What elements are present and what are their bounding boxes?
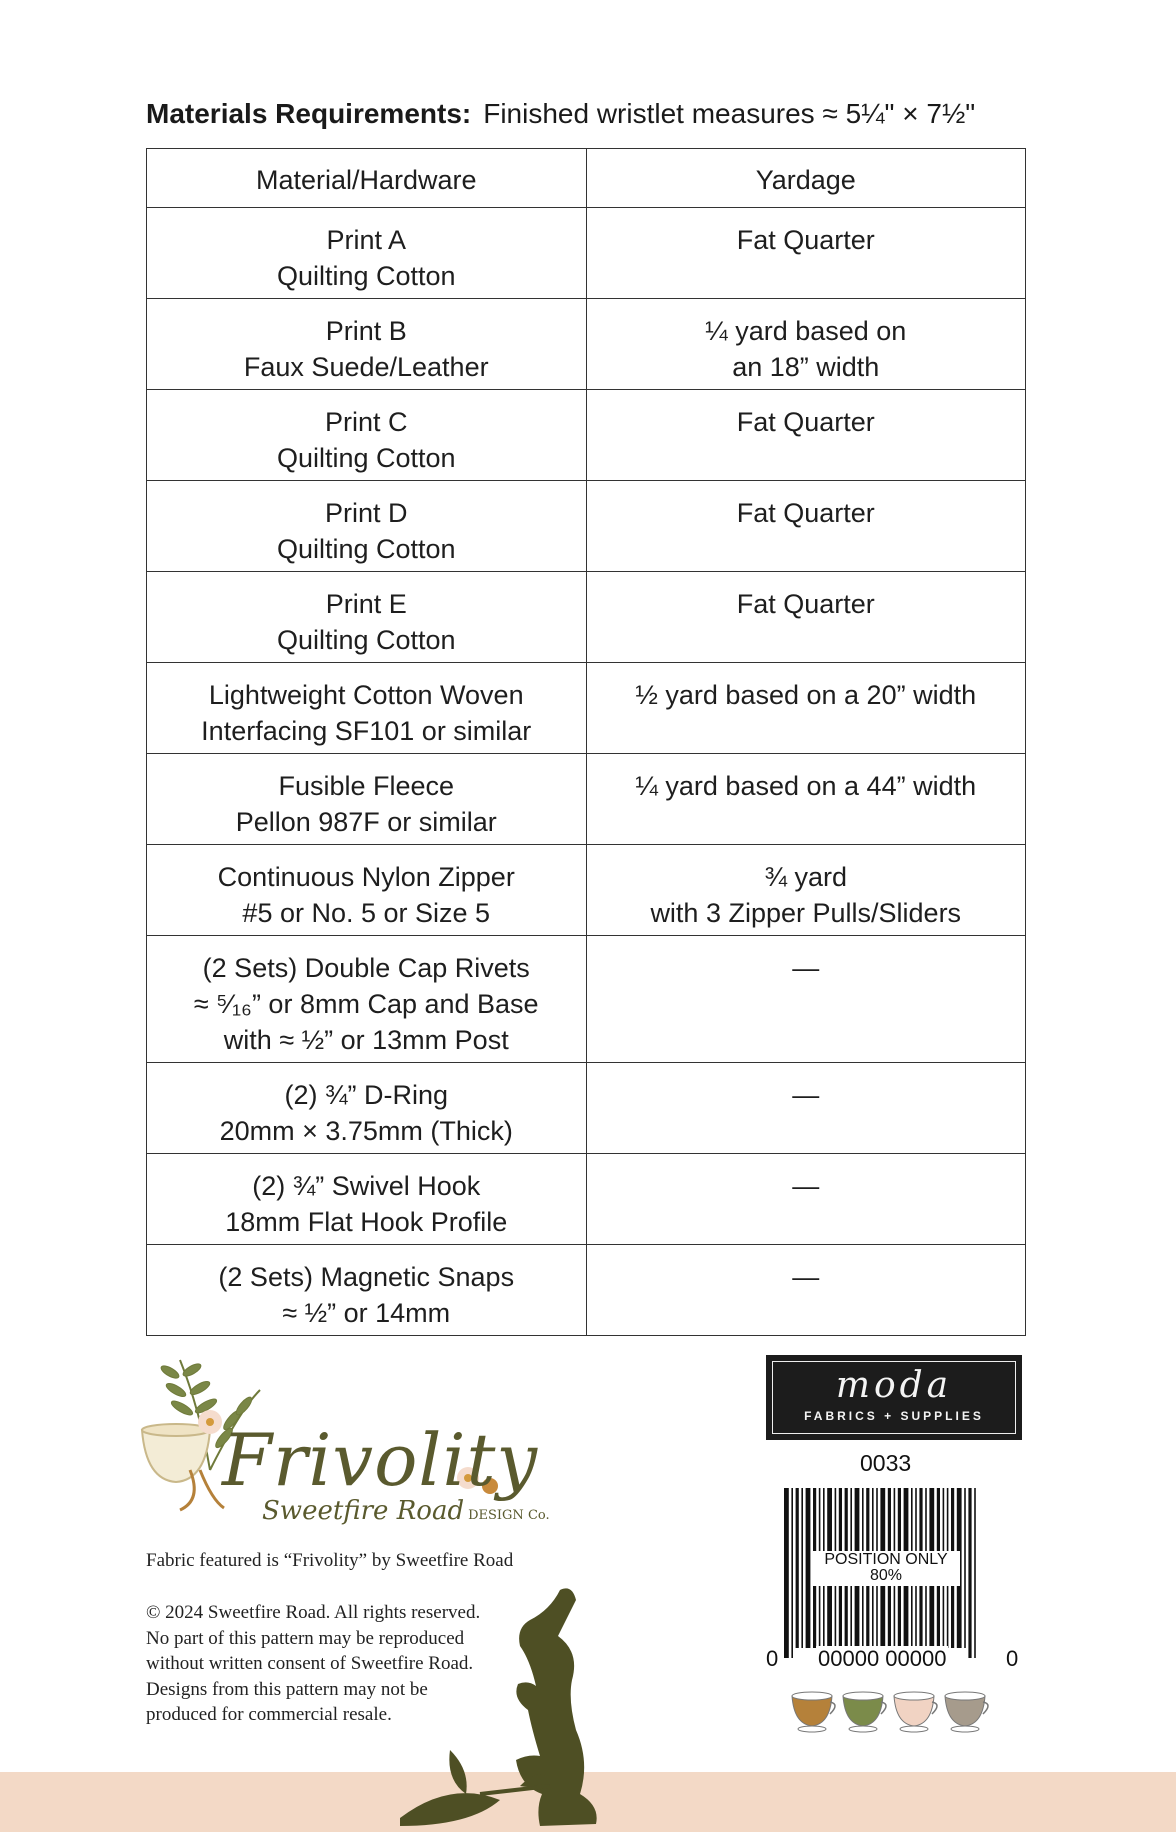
yardage-cell	[586, 1245, 1026, 1336]
yardage-line: ½ yard based on a 20” width	[635, 680, 977, 710]
table-row	[147, 1245, 1026, 1336]
yardage-line: ¾ yard	[764, 862, 848, 892]
yardage-cell	[586, 663, 1026, 754]
material-line: 18mm Flat Hook Profile	[225, 1207, 508, 1237]
material-line: Quilting Cotton	[276, 625, 456, 655]
yardage-cell	[586, 390, 1026, 481]
table-row	[147, 936, 1026, 1063]
material-line: Fusible Fleece	[278, 771, 455, 801]
brand-sub-small: DESIGN Co.	[468, 1508, 550, 1523]
table-row	[147, 1154, 1026, 1245]
material-line: with ≈ ½” or 13mm Post	[223, 1025, 509, 1055]
material-cell	[147, 754, 587, 845]
material-cell	[147, 299, 587, 390]
yardage-cell	[586, 754, 1026, 845]
copyright-line: without written consent of Sweetfire Road.	[146, 1653, 474, 1674]
brand-sub-name: Sweetfire Road	[262, 1496, 465, 1526]
column-header-material: Material/Hardware	[147, 149, 587, 208]
table-row	[147, 1063, 1026, 1154]
material-cell	[147, 1063, 587, 1154]
yardage-cell	[586, 299, 1026, 390]
material-line: (2) ¾” Swivel Hook	[252, 1171, 481, 1201]
barcode-bar	[964, 1488, 966, 1648]
material-line: Faux Suede/Leather	[243, 352, 489, 382]
barcode-digit-middle: 00000 00000	[818, 1646, 947, 1671]
material-cell	[147, 845, 587, 936]
teacup-swatch	[792, 1692, 835, 1732]
material-line: Print A	[326, 225, 407, 255]
yardage-cell	[586, 1154, 1026, 1245]
yardage-line: Fat Quarter	[736, 225, 875, 255]
material-line: 20mm × 3.75mm (Thick)	[219, 1116, 513, 1146]
table-row	[147, 845, 1026, 936]
yardage-line: —	[792, 953, 820, 983]
yardage-line: —	[792, 1080, 820, 1110]
barcode-bar	[806, 1488, 811, 1648]
page-title	[146, 98, 975, 130]
material-line: Print B	[325, 316, 407, 346]
brand-title: Frivolity	[222, 1418, 539, 1502]
material-line: (2 Sets) Double Cap Rivets	[202, 953, 530, 983]
material-line: Quilting Cotton	[276, 443, 456, 473]
material-line: (2) ¾” D-Ring	[284, 1080, 449, 1110]
yardage-line: Fat Quarter	[736, 498, 875, 528]
material-cell	[147, 936, 587, 1063]
yardage-line: —	[792, 1262, 820, 1292]
table-body	[147, 208, 1026, 1336]
material-line: ≈ ⁵⁄₁₆” or 8mm Cap and Base	[193, 989, 539, 1019]
teacup-swatch	[843, 1692, 886, 1732]
table-row	[147, 572, 1026, 663]
yardage-cell	[586, 1063, 1026, 1154]
material-cell	[147, 481, 587, 572]
table-row	[147, 754, 1026, 845]
material-cell	[147, 1245, 587, 1336]
table-row	[147, 663, 1026, 754]
title-text: Finished wristlet measures ≈ 5¼" × 7½"	[483, 98, 976, 129]
yardage-line: with 3 Zipper Pulls/Sliders	[650, 898, 962, 928]
material-line: Print D	[324, 498, 408, 528]
yardage-cell	[586, 572, 1026, 663]
table-row	[147, 299, 1026, 390]
copyright-line: © 2024 Sweetfire Road. All rights reserved.	[146, 1602, 481, 1623]
barcode-bar	[791, 1488, 793, 1658]
column-header-yardage: Yardage	[586, 149, 1026, 208]
table-header-row	[147, 149, 1026, 208]
yardage-line: ¼ yard based on a 44” width	[635, 771, 977, 801]
material-line: Print C	[324, 407, 408, 437]
yardage-line: an 18” width	[732, 352, 880, 382]
material-cell	[147, 572, 587, 663]
material-line: #5 or No. 5 or Size 5	[242, 898, 491, 928]
brand-subtitle	[262, 1496, 550, 1526]
barcode-label	[812, 1551, 960, 1586]
barcode-bar	[801, 1488, 803, 1648]
material-line: Pellon 987F or similar	[235, 807, 497, 837]
material-cell	[147, 390, 587, 481]
yardage-line: Fat Quarter	[736, 407, 875, 437]
barcode-bar	[796, 1488, 799, 1648]
barcode-digit-right: 0	[1006, 1646, 1019, 1671]
material-cell	[147, 208, 587, 299]
title-label: Materials Requirements:	[146, 98, 472, 129]
material-line: Continuous Nylon Zipper	[217, 862, 515, 892]
teacup-swatches	[790, 1690, 996, 1734]
copyright-line: produced for commercial resale.	[146, 1704, 392, 1725]
material-line: (2 Sets) Magnetic Snaps	[218, 1262, 515, 1292]
teacup-swatch	[894, 1692, 937, 1732]
teacup-group	[792, 1692, 988, 1732]
moda-logo	[766, 1355, 1022, 1440]
yardage-line: Fat Quarter	[736, 589, 875, 619]
barcode-bar	[974, 1488, 976, 1658]
yardage-cell	[586, 936, 1026, 1063]
table-row	[147, 481, 1026, 572]
table-row	[147, 208, 1026, 299]
yardage-line: ¼ yard based on	[705, 316, 907, 346]
moda-subtitle: FABRICS + SUPPLIES	[804, 1409, 984, 1423]
barcode-label-line2: 80%	[869, 1567, 903, 1584]
material-line: Lightweight Cotton Woven	[208, 680, 524, 710]
materials-table	[146, 148, 1026, 1336]
material-cell	[147, 663, 587, 754]
barcode-bar	[968, 1488, 971, 1658]
material-line: Quilting Cotton	[276, 261, 456, 291]
yardage-cell	[586, 845, 1026, 936]
fabric-note: Fabric featured is “Frivolity” by Sweetfire Road	[146, 1550, 514, 1571]
table-row	[147, 390, 1026, 481]
sku-number: 0033	[860, 1450, 912, 1476]
rabbit-icon	[390, 1580, 690, 1832]
barcode-bar	[784, 1488, 789, 1658]
barcode-label-line1: POSITION ONLY	[824, 1551, 948, 1568]
yardage-cell	[586, 208, 1026, 299]
material-line: Print E	[325, 589, 407, 619]
material-line: Interfacing SF101 or similar	[201, 716, 532, 746]
material-cell	[147, 1154, 587, 1245]
yardage-cell	[586, 481, 1026, 572]
yardage-line: —	[792, 1171, 820, 1201]
material-line: ≈ ½” or 14mm	[282, 1298, 451, 1328]
barcode-digit-left: 0	[766, 1646, 779, 1671]
material-line: Quilting Cotton	[276, 534, 456, 564]
moda-word: moda	[835, 1365, 953, 1406]
copyright-line: No part of this pattern may be reproduced	[146, 1627, 465, 1649]
copyright-line: Designs from this pattern may not be	[146, 1678, 428, 1700]
teacup-swatch	[945, 1692, 988, 1732]
